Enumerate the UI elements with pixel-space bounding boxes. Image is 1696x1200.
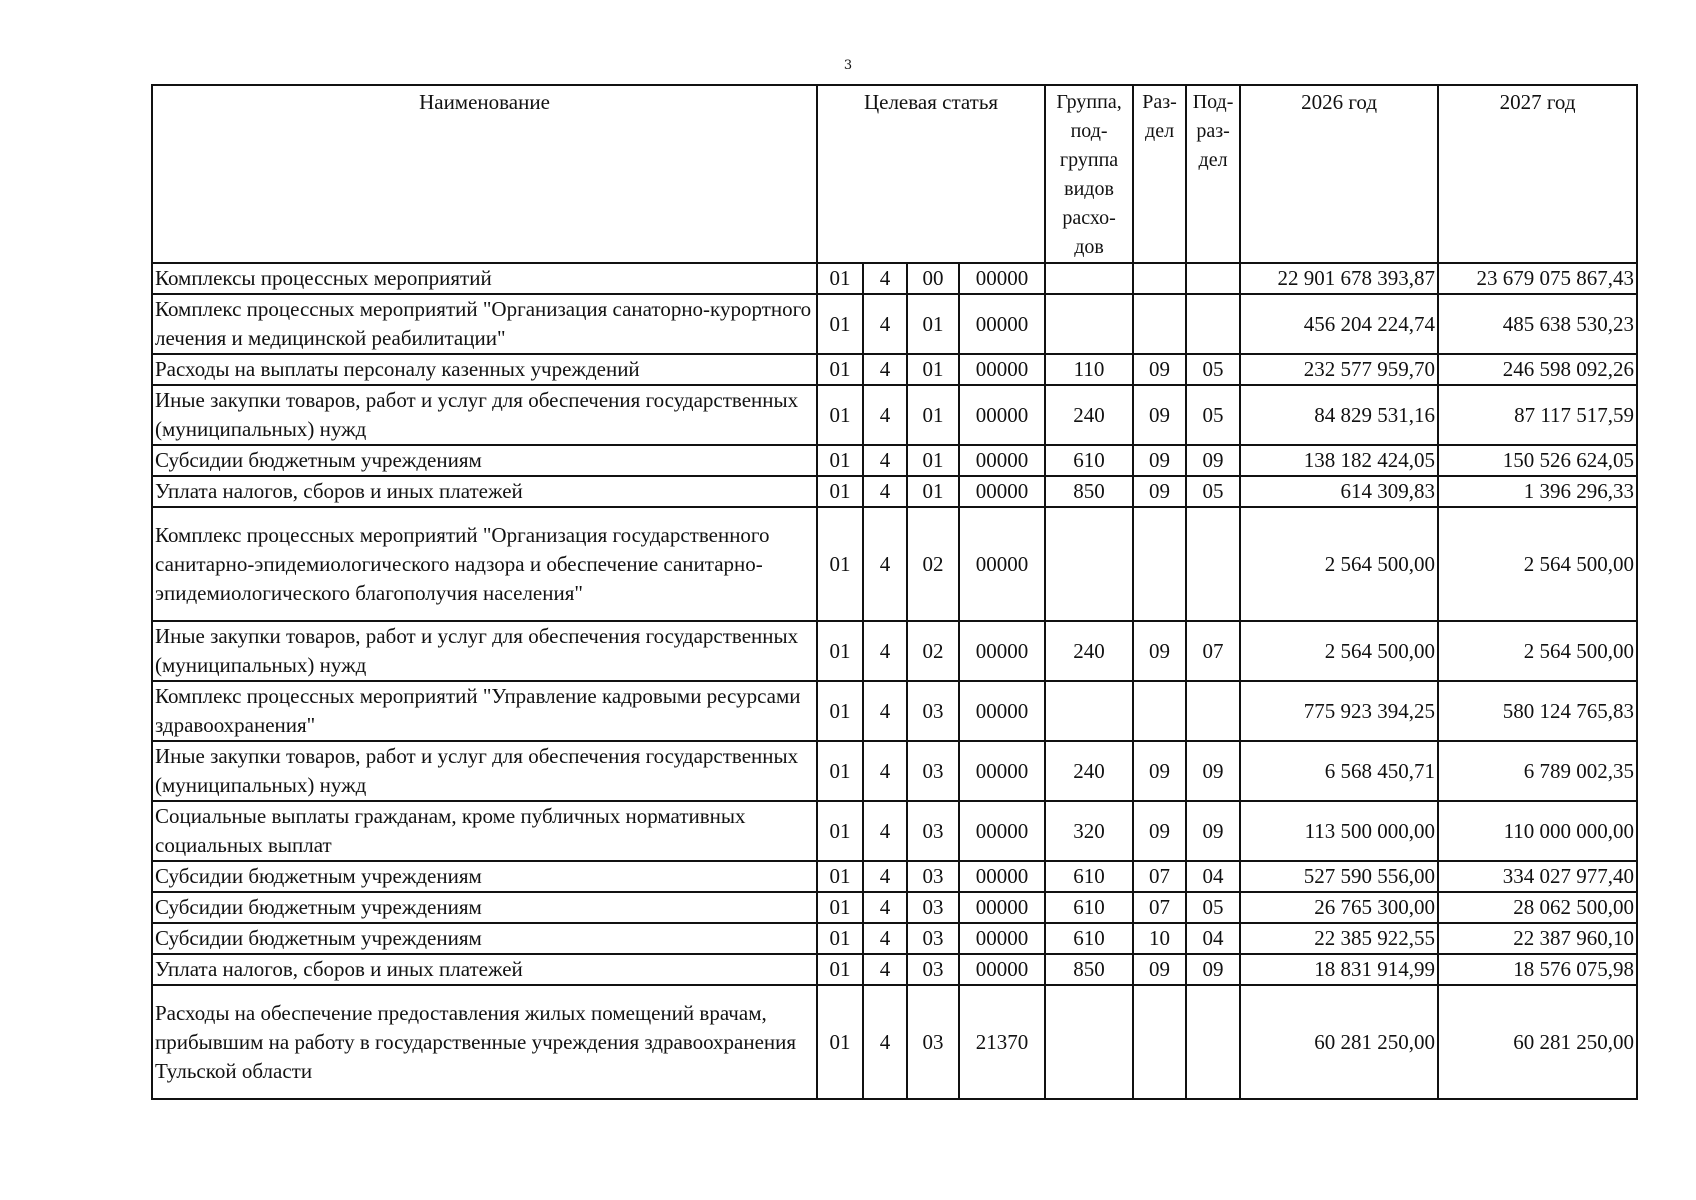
table-row <box>152 476 1637 507</box>
expense-group: 320 <box>1045 801 1133 861</box>
section: 07 <box>1133 861 1186 892</box>
amount-2026: 60 281 250,00 <box>1240 985 1438 1099</box>
subsection: 05 <box>1186 476 1240 507</box>
subsection: 05 <box>1186 892 1240 923</box>
target-article-type: 4 <box>863 621 907 681</box>
section: 07 <box>1133 892 1186 923</box>
section: 09 <box>1133 445 1186 476</box>
table-row <box>152 741 1637 801</box>
expense-group: 240 <box>1045 621 1133 681</box>
amount-2027: 110 000 000,00 <box>1438 801 1637 861</box>
table-row <box>152 507 1637 621</box>
amount-2027: 18 576 075,98 <box>1438 954 1637 985</box>
target-article-direction: 00000 <box>959 681 1045 741</box>
subsection: 05 <box>1186 354 1240 385</box>
table-row <box>152 985 1637 1099</box>
header-row <box>152 85 1637 263</box>
row-name: Комплекс процессных мероприятий "Организация государственного санитарно-эпидемиологического надзора и обеспечение санитарно-эпидемиологического благополучия населения" <box>152 507 817 621</box>
target-article-program: 01 <box>817 621 863 681</box>
amount-2027: 6 789 002,35 <box>1438 741 1637 801</box>
table-row <box>152 681 1637 741</box>
target-article-type: 4 <box>863 445 907 476</box>
target-article-program: 01 <box>817 681 863 741</box>
amount-2026: 22 901 678 393,87 <box>1240 263 1438 294</box>
amount-2027: 22 387 960,10 <box>1438 923 1637 954</box>
target-article-type: 4 <box>863 476 907 507</box>
expense-group: 610 <box>1045 445 1133 476</box>
target-article-direction: 00000 <box>959 294 1045 354</box>
target-article-direction: 00000 <box>959 621 1045 681</box>
expense-group <box>1045 263 1133 294</box>
amount-2027: 2 564 500,00 <box>1438 507 1637 621</box>
section: 09 <box>1133 476 1186 507</box>
target-article-program: 01 <box>817 263 863 294</box>
header-expense-group: Группа, под- группа видов расхо- дов <box>1045 85 1133 263</box>
header-subsection: Под- раз- дел <box>1186 85 1240 263</box>
amount-2026: 18 831 914,99 <box>1240 954 1438 985</box>
section: 09 <box>1133 354 1186 385</box>
table-row <box>152 445 1637 476</box>
target-article-direction: 00000 <box>959 741 1045 801</box>
table-row <box>152 861 1637 892</box>
section: 09 <box>1133 621 1186 681</box>
target-article-program: 01 <box>817 923 863 954</box>
section: 09 <box>1133 954 1186 985</box>
header-name: Наименование <box>152 85 817 263</box>
target-article-complex: 03 <box>907 681 959 741</box>
target-article-program: 01 <box>817 476 863 507</box>
target-article-type: 4 <box>863 263 907 294</box>
target-article-type: 4 <box>863 954 907 985</box>
subsection <box>1186 263 1240 294</box>
page-number: 3 <box>843 58 853 73</box>
target-article-complex: 00 <box>907 263 959 294</box>
target-article-type: 4 <box>863 985 907 1099</box>
section <box>1133 263 1186 294</box>
header-year-2026: 2026 год <box>1240 85 1438 263</box>
amount-2026: 775 923 394,25 <box>1240 681 1438 741</box>
target-article-direction: 00000 <box>959 507 1045 621</box>
target-article-type: 4 <box>863 801 907 861</box>
row-name: Иные закупки товаров, работ и услуг для обеспечения государственных (муниципальных) нужд <box>152 621 817 681</box>
target-article-direction: 00000 <box>959 801 1045 861</box>
section <box>1133 507 1186 621</box>
target-article-program: 01 <box>817 741 863 801</box>
subsection: 09 <box>1186 954 1240 985</box>
section: 09 <box>1133 801 1186 861</box>
row-name: Иные закупки товаров, работ и услуг для обеспечения государственных (муниципальных) нужд <box>152 741 817 801</box>
section: 09 <box>1133 741 1186 801</box>
target-article-complex: 01 <box>907 476 959 507</box>
amount-2026: 22 385 922,55 <box>1240 923 1438 954</box>
row-name: Комплексы процессных мероприятий <box>152 263 817 294</box>
target-article-complex: 03 <box>907 801 959 861</box>
target-article-complex: 03 <box>907 741 959 801</box>
target-article-complex: 03 <box>907 954 959 985</box>
row-name: Субсидии бюджетным учреждениям <box>152 861 817 892</box>
target-article-program: 01 <box>817 445 863 476</box>
amount-2027: 87 117 517,59 <box>1438 385 1637 445</box>
row-name: Социальные выплаты гражданам, кроме публичных нормативных социальных выплат <box>152 801 817 861</box>
expense-group <box>1045 507 1133 621</box>
amount-2027: 485 638 530,23 <box>1438 294 1637 354</box>
target-article-program: 01 <box>817 954 863 985</box>
target-article-direction: 00000 <box>959 923 1045 954</box>
amount-2026: 138 182 424,05 <box>1240 445 1438 476</box>
amount-2026: 2 564 500,00 <box>1240 621 1438 681</box>
amount-2026: 6 568 450,71 <box>1240 741 1438 801</box>
target-article-complex: 02 <box>907 621 959 681</box>
budget-table <box>151 84 1638 1100</box>
target-article-complex: 01 <box>907 354 959 385</box>
target-article-complex: 03 <box>907 861 959 892</box>
row-name: Субсидии бюджетным учреждениям <box>152 923 817 954</box>
target-article-type: 4 <box>863 354 907 385</box>
subsection <box>1186 681 1240 741</box>
amount-2027: 2 564 500,00 <box>1438 621 1637 681</box>
row-name: Уплата налогов, сборов и иных платежей <box>152 476 817 507</box>
header-section: Раз- дел <box>1133 85 1186 263</box>
target-article-type: 4 <box>863 681 907 741</box>
expense-group: 850 <box>1045 954 1133 985</box>
expense-group: 610 <box>1045 861 1133 892</box>
target-article-direction: 00000 <box>959 861 1045 892</box>
expense-group: 240 <box>1045 741 1133 801</box>
amount-2027: 580 124 765,83 <box>1438 681 1637 741</box>
subsection: 07 <box>1186 621 1240 681</box>
amount-2027: 150 526 624,05 <box>1438 445 1637 476</box>
target-article-type: 4 <box>863 861 907 892</box>
target-article-type: 4 <box>863 507 907 621</box>
row-name: Уплата налогов, сборов и иных платежей <box>152 954 817 985</box>
target-article-type: 4 <box>863 294 907 354</box>
target-article-type: 4 <box>863 892 907 923</box>
amount-2026: 456 204 224,74 <box>1240 294 1438 354</box>
amount-2026: 2 564 500,00 <box>1240 507 1438 621</box>
subsection: 09 <box>1186 801 1240 861</box>
target-article-program: 01 <box>817 861 863 892</box>
row-name: Субсидии бюджетным учреждениям <box>152 445 817 476</box>
target-article-program: 01 <box>817 385 863 445</box>
amount-2027: 60 281 250,00 <box>1438 985 1637 1099</box>
target-article-complex: 02 <box>907 507 959 621</box>
amount-2026: 232 577 959,70 <box>1240 354 1438 385</box>
table-row <box>152 892 1637 923</box>
row-name: Субсидии бюджетным учреждениям <box>152 892 817 923</box>
table-row <box>152 621 1637 681</box>
row-name: Комплекс процессных мероприятий "Управление кадровыми ресурсами здравоохранения" <box>152 681 817 741</box>
amount-2026: 614 309,83 <box>1240 476 1438 507</box>
expense-group: 240 <box>1045 385 1133 445</box>
table-row <box>152 385 1637 445</box>
target-article-program: 01 <box>817 294 863 354</box>
target-article-program: 01 <box>817 507 863 621</box>
target-article-program: 01 <box>817 354 863 385</box>
amount-2027: 23 679 075 867,43 <box>1438 263 1637 294</box>
amount-2026: 26 765 300,00 <box>1240 892 1438 923</box>
row-name: Иные закупки товаров, работ и услуг для обеспечения государственных (муниципальных) нужд <box>152 385 817 445</box>
table-body <box>152 263 1637 1099</box>
expense-group: 610 <box>1045 892 1133 923</box>
target-article-direction: 00000 <box>959 476 1045 507</box>
row-name: Расходы на обеспечение предоставления жилых помещений врачам, прибывшим на работу в государственные учреждения здравоохранения Тульской области <box>152 985 817 1099</box>
expense-group <box>1045 294 1133 354</box>
target-article-type: 4 <box>863 741 907 801</box>
target-article-type: 4 <box>863 923 907 954</box>
table-row <box>152 923 1637 954</box>
header-year-2027: 2027 год <box>1438 85 1637 263</box>
target-article-complex: 03 <box>907 892 959 923</box>
expense-group <box>1045 681 1133 741</box>
subsection <box>1186 985 1240 1099</box>
target-article-program: 01 <box>817 892 863 923</box>
target-article-program: 01 <box>817 801 863 861</box>
subsection: 04 <box>1186 861 1240 892</box>
table-row <box>152 801 1637 861</box>
amount-2027: 28 062 500,00 <box>1438 892 1637 923</box>
target-article-type: 4 <box>863 385 907 445</box>
expense-group: 850 <box>1045 476 1133 507</box>
amount-2026: 113 500 000,00 <box>1240 801 1438 861</box>
row-name: Комплекс процессных мероприятий "Организация санаторно-курортного лечения и медицинской реабилитации" <box>152 294 817 354</box>
section <box>1133 294 1186 354</box>
amount-2026: 527 590 556,00 <box>1240 861 1438 892</box>
section <box>1133 985 1186 1099</box>
target-article-direction: 00000 <box>959 445 1045 476</box>
row-name: Расходы на выплаты персоналу казенных учреждений <box>152 354 817 385</box>
amount-2027: 334 027 977,40 <box>1438 861 1637 892</box>
section <box>1133 681 1186 741</box>
target-article-complex: 03 <box>907 923 959 954</box>
target-article-direction: 00000 <box>959 385 1045 445</box>
target-article-direction: 00000 <box>959 354 1045 385</box>
table-row <box>152 354 1637 385</box>
amount-2026: 84 829 531,16 <box>1240 385 1438 445</box>
expense-group: 610 <box>1045 923 1133 954</box>
target-article-complex: 01 <box>907 445 959 476</box>
subsection: 09 <box>1186 741 1240 801</box>
amount-2027: 1 396 296,33 <box>1438 476 1637 507</box>
target-article-program: 01 <box>817 985 863 1099</box>
section: 10 <box>1133 923 1186 954</box>
table-row <box>152 263 1637 294</box>
subsection: 05 <box>1186 385 1240 445</box>
target-article-complex: 01 <box>907 294 959 354</box>
target-article-complex: 01 <box>907 385 959 445</box>
target-article-direction: 21370 <box>959 985 1045 1099</box>
amount-2027: 246 598 092,26 <box>1438 354 1637 385</box>
target-article-complex: 03 <box>907 985 959 1099</box>
target-article-direction: 00000 <box>959 892 1045 923</box>
target-article-direction: 00000 <box>959 263 1045 294</box>
header-target-article: Целевая статья <box>817 85 1045 263</box>
expense-group: 110 <box>1045 354 1133 385</box>
table-row <box>152 294 1637 354</box>
section: 09 <box>1133 385 1186 445</box>
subsection <box>1186 507 1240 621</box>
expense-group <box>1045 985 1133 1099</box>
table-row <box>152 954 1637 985</box>
target-article-direction: 00000 <box>959 954 1045 985</box>
subsection: 04 <box>1186 923 1240 954</box>
subsection <box>1186 294 1240 354</box>
subsection: 09 <box>1186 445 1240 476</box>
